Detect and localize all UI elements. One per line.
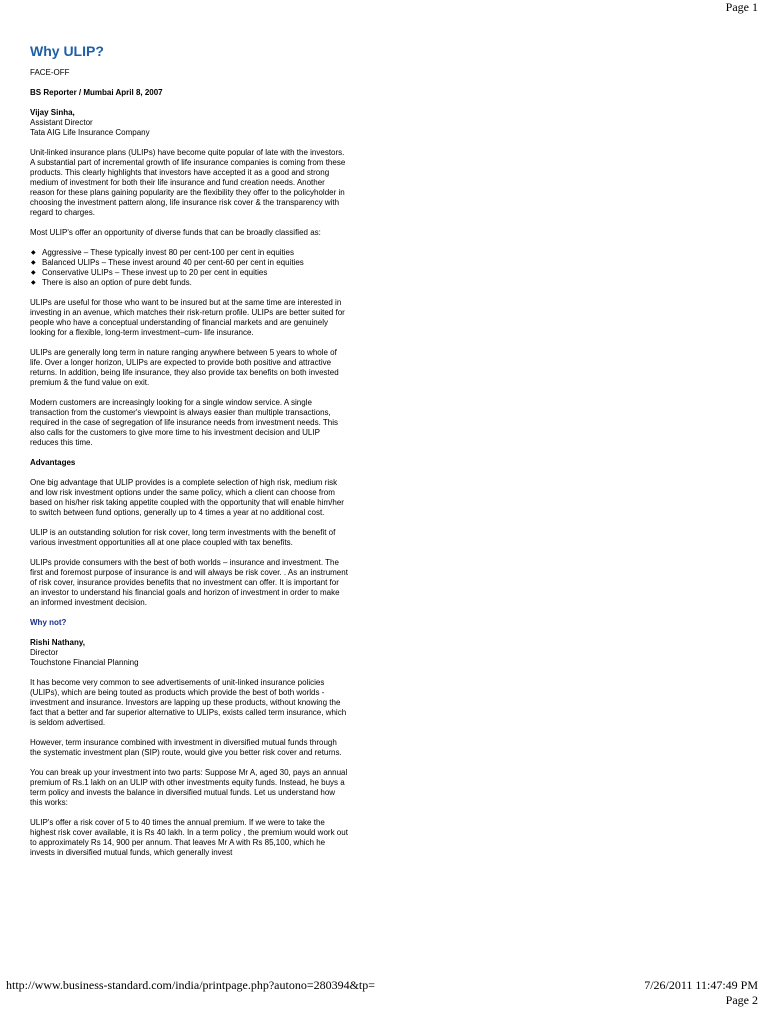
paragraph: ULIPs are generally long term in nature ranging anywhere between 5 years to whole of life. Over a longer horizon, ULIPs are expected to provide both positive and attractive returns. In addition, being life insurance, they also provide tax benefits on both invested premium & the fund value on exit. <box>30 348 339 387</box>
author-name: Rishi Nathany, <box>30 638 85 647</box>
paragraph: It has become very common to see advertisements of unit-linked insurance policies (ULIPs), which are being touted as products which provide the best of both worlds - investment and insurance. Investors are lapping up these products, without knowing the fact that a better and far superior alternative to ULIPs, exists called term insurance, which is seldom advertised. <box>30 678 347 727</box>
paragraph: One big advantage that ULIP provides is a complete selection of high risk, medium risk and low risk investment options under the same policy, which a client can choose from based on his/her risk taking appetite coupled with the opportunity that will enable him/her to switch between fund options, generally up to 4 times a year at no additional cost. <box>30 478 344 517</box>
paragraph: ULIPs are useful for those who want to be insured but at the same time are interested in investing in an avenue, which matches their risk-return profile. ULIPs are better suited for people who have a conceptual understanding of financial markets and are genuinely looking for a flexible, long-term investment–cum- life insurance. <box>30 298 345 337</box>
article-body <box>30 42 348 958</box>
paragraph: Most ULIP's offer an opportunity of diverse funds that can be broadly classified as: <box>30 228 321 237</box>
list-item: ◆ Balanced ULIPs – These invest around 40 per cent-60 per cent in equities <box>42 258 348 268</box>
paragraph: ULIP is an outstanding solution for risk cover, long term investments with the benefit of various investment opportunities all at one place coupled with tax benefits. <box>30 528 336 547</box>
page-number-bottom: Page 2 <box>725 993 758 1007</box>
author-org: Touchstone Financial Planning <box>30 658 139 667</box>
footer-datetime: 7/26/2011 11:47:49 PM <box>644 978 758 992</box>
author-role: Assistant Director <box>30 118 93 127</box>
paragraph: Modern customers are increasingly looking for a single window service. A single transaction from the customer's viewpoint is always easier than multiple transactions, required in the case of segregation of life insurance needs from investment needs. This also calls for the customers to give more time to his investment decision and ULIP reduces this time. <box>30 398 339 447</box>
paragraph: ULIP's offer a risk cover of 5 to 40 times the annual premium. If we were to take the highest risk cover available, it is Rs 40 lakh. In a term policy , the premium would work out to approximately Rs 14, 900 per annum. That leaves Mr A with Rs 85,100, which he invests in diversified mutual funds, which generally invest <box>30 818 348 857</box>
fund-types-list <box>30 248 348 288</box>
footer-url: http://www.business-standard.com/india/printpage.php?autono=280394&tp= <box>6 978 376 992</box>
list-item: ◆ There is also an option of pure debt funds. <box>42 278 348 288</box>
author-role: Director <box>30 648 59 657</box>
paragraph: You can break up your investment into two parts: Suppose Mr A, aged 30, pays an annual premium of Rs.1 lakh on an ULIP with other investments equity funds. Instead, he buys a term policy and invests the balance in diversified mutual funds. Let us understand how this works: <box>30 768 348 807</box>
article-title: Why ULIP? <box>30 43 104 59</box>
author-block-2 <box>30 638 348 668</box>
paragraph: Unit-linked insurance plans (ULIPs) have become quite popular of late with the investors. A substantial part of incremental growth of life insurance companies is coming from these products. This clearly highlights that investors have accepted it as a good and strong medium of investment for both their life insurance and fund creation needs. Another reason for these plans gaining popularity are the flexibility they offer to the policyholder in choosing the investment pattern along, life insurance risk cover & the transparency with regard to charges. <box>30 148 346 217</box>
list-item: ◆ Aggressive – These typically invest 80 per cent-100 per cent in equities <box>42 248 348 258</box>
list-item: ◆ Conservative ULIPs – These invest up to 20 per cent in equities <box>42 268 348 278</box>
section-heading-why-not: Why not? <box>30 618 67 627</box>
author-block-1 <box>30 108 348 138</box>
paragraph: However, term insurance combined with investment in diversified mutual funds through the systematic investment plan (SIP) route, would give you better risk cover and returns. <box>30 738 342 757</box>
section-heading-advantages: Advantages <box>30 458 76 467</box>
page-number-top: Page 1 <box>725 0 758 14</box>
author-org: Tata AIG Life Insurance Company <box>30 128 150 137</box>
article-kicker: FACE-OFF <box>30 68 70 77</box>
paragraph: ULIPs provide consumers with the best of both worlds – insurance and investment. The first and foremost purpose of insurance is and will always be risk cover. . As an instrument of risk cover, insurance provides benefits that no investment can offer. It is important for an investor to understand his financial goals and horizon of investment in order to make an informed investment decision. <box>30 558 348 607</box>
author-name: Vijay Sinha, <box>30 108 75 117</box>
article-dateline: BS Reporter / Mumbai April 8, 2007 <box>30 88 163 97</box>
